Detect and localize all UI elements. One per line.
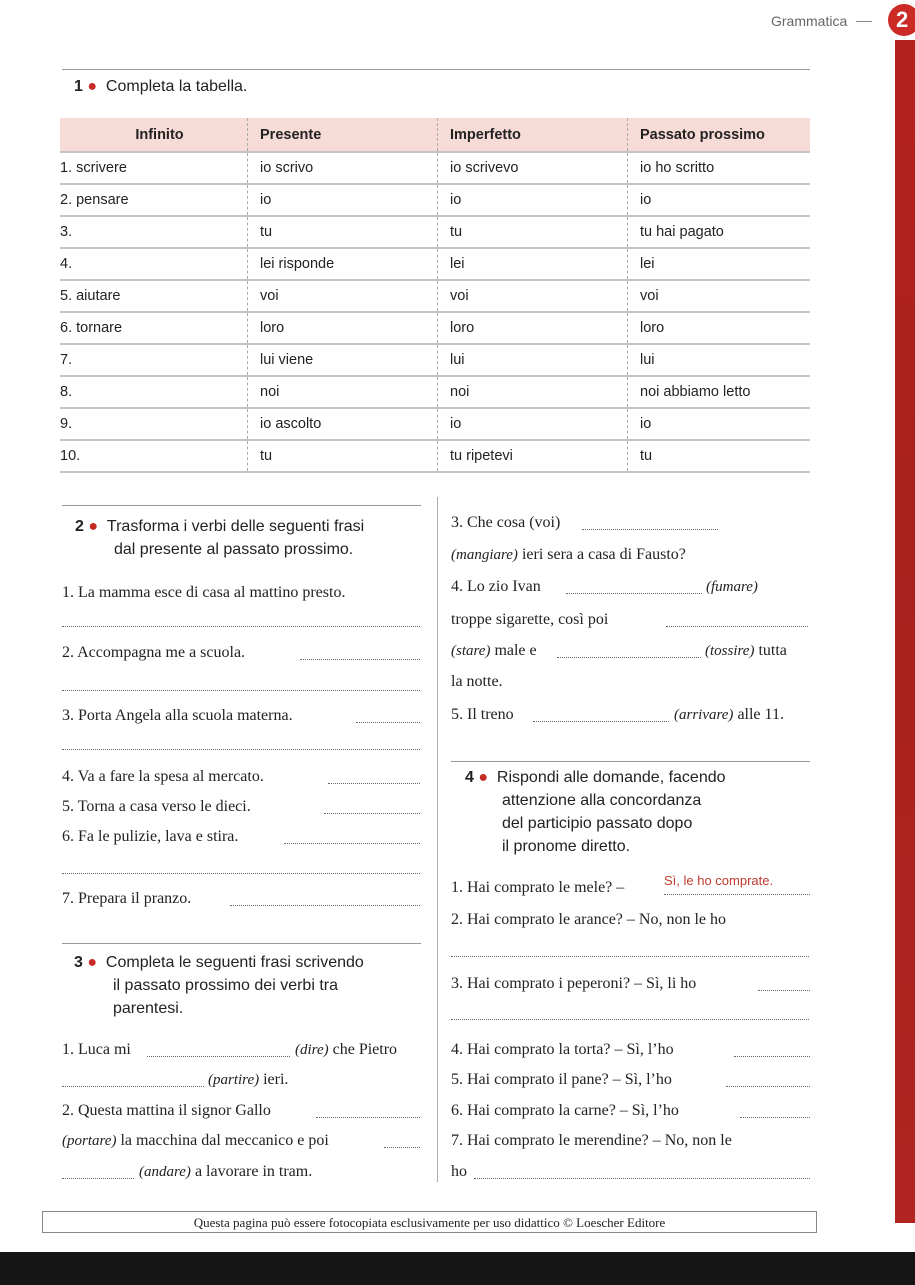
ex3-line	[62, 1131, 329, 1151]
verb-hint: (portare)	[62, 1133, 117, 1149]
bottom-bar	[0, 1252, 915, 1285]
ex3-line: 2. Questa mattina il signor Gallo	[62, 1102, 271, 1119]
cell: lei	[438, 248, 628, 280]
ex3-line	[705, 641, 787, 661]
answer-line[interactable]	[324, 813, 420, 814]
answer-line[interactable]	[758, 990, 810, 991]
page-number-badge: 2	[888, 4, 915, 36]
cell: 3.	[60, 216, 248, 248]
ex3-text: alle 11.	[737, 706, 784, 723]
verb-hint: (partire)	[208, 1072, 260, 1088]
cell: 7.	[60, 344, 248, 376]
verb-hint: (andare)	[139, 1164, 191, 1180]
bullet-icon: ●	[478, 769, 489, 786]
answer-line[interactable]	[451, 956, 809, 957]
answer-line[interactable]	[62, 626, 420, 627]
ex2-sentence: 3. Porta Angela alla scuola materna.	[62, 707, 293, 724]
ex4-question: 6. Hai comprato la carne? – Sì, l’ho	[451, 1102, 679, 1119]
ex3-text: tutta	[758, 642, 787, 659]
answer-line[interactable]	[284, 843, 420, 844]
table-row	[60, 248, 810, 280]
cell: lei	[628, 248, 811, 280]
cell: io	[628, 184, 811, 216]
ex3-line: 1. Luca mi	[62, 1041, 131, 1058]
ex3-line	[451, 641, 537, 661]
cell: lui	[438, 344, 628, 376]
ex3-line: la notte.	[451, 673, 503, 690]
ex3-text: male e	[494, 642, 537, 659]
cell: 10.	[60, 440, 248, 472]
cell: voi	[248, 280, 438, 312]
answer-line[interactable]	[557, 657, 701, 658]
ex3-text: ieri sera a casa di Fausto?	[521, 546, 686, 563]
cell: io scrivevo	[438, 152, 628, 184]
verb-hint: (fumare)	[706, 579, 758, 595]
cell: voi	[628, 280, 811, 312]
verb-hint: (stare)	[451, 643, 491, 659]
column-divider	[437, 497, 438, 1182]
ex3-line: 4. Lo zio Ivan	[451, 578, 541, 595]
cell: voi	[438, 280, 628, 312]
divider	[62, 505, 421, 506]
verb-hint: (arrivare)	[674, 707, 734, 723]
ex4-handwritten-answer: Sì, le ho comprate.	[664, 873, 774, 888]
answer-line[interactable]	[316, 1117, 420, 1118]
table-row	[60, 440, 810, 472]
ex4-title-line2: attenzione alla concordanza	[502, 792, 702, 809]
cell: tu	[248, 440, 438, 472]
divider	[62, 69, 810, 70]
ex3-line	[139, 1162, 312, 1182]
ex2-sentence: 4. Va a fare la spesa al mercato.	[62, 768, 264, 785]
ex4-question: ho	[451, 1163, 467, 1180]
answer-line[interactable]	[384, 1147, 420, 1148]
answer-line[interactable]	[726, 1086, 810, 1087]
conjugation-table	[60, 118, 810, 473]
ex4-question: 5. Hai comprato il pane? – Sì, l’ho	[451, 1071, 672, 1088]
ex4-number: 4	[465, 769, 474, 786]
ex4-question: 3. Hai comprato i peperoni? – Sì, li ho	[451, 975, 697, 992]
answer-line[interactable]	[666, 626, 808, 627]
ex2-heading	[75, 515, 420, 561]
ex1-title: Completa la tabella.	[105, 78, 248, 95]
ex3-text: ieri.	[263, 1071, 289, 1088]
ex2-sentence: 6. Fa le pulizie, lava e stira.	[62, 828, 239, 845]
divider	[451, 761, 810, 762]
table-row	[60, 184, 810, 216]
table-row	[60, 376, 810, 408]
ex2-title-line1: Trasforma i verbi delle seguenti frasi	[106, 518, 365, 535]
ex3-number: 3	[74, 954, 83, 971]
ex1-heading	[74, 75, 247, 98]
cell: lei risponde	[248, 248, 438, 280]
table-row	[60, 152, 810, 184]
cell: 4.	[60, 248, 248, 280]
cell: 1. scrivere	[60, 152, 248, 184]
ex2-sentence: 2. Accompagna me a scuola.	[62, 644, 246, 661]
ex3-line: troppe sigarette, così poi	[451, 611, 609, 628]
cell: tu	[438, 216, 628, 248]
section-title: Grammatica	[771, 13, 848, 29]
cell: 8.	[60, 376, 248, 408]
answer-line[interactable]	[328, 783, 420, 784]
ex3-line	[674, 705, 784, 725]
cell: 9.	[60, 408, 248, 440]
table-row	[60, 280, 810, 312]
col-header: Infinito	[60, 118, 248, 152]
verb-hint: (mangiare)	[451, 547, 518, 563]
ex4-question: 1. Hai comprato le mele? –	[451, 879, 625, 896]
verb-hint: (tossire)	[705, 643, 755, 659]
bullet-icon: ●	[87, 78, 98, 95]
cell: loro	[438, 312, 628, 344]
divider	[62, 943, 421, 944]
cell: tu	[628, 440, 811, 472]
answer-line[interactable]	[474, 1178, 810, 1179]
cell: tu ripetevi	[438, 440, 628, 472]
ex4-title-line3: del participio passato dopo	[502, 815, 693, 832]
cell: noi	[248, 376, 438, 408]
answer-line[interactable]	[664, 894, 810, 895]
ex3-text: che Pietro	[332, 1041, 398, 1058]
ex3-line: 3. Che cosa (voi)	[451, 514, 561, 531]
ex3-title-line2: il passato prossimo dei verbi tra	[113, 977, 338, 994]
cell: io ascolto	[248, 408, 438, 440]
bullet-icon: ●	[87, 954, 98, 971]
ex3-line	[451, 545, 686, 565]
ex2-sentence: 5. Torna a casa verso le dieci.	[62, 798, 251, 815]
col-header: Presente	[248, 118, 438, 152]
ex4-question: 7. Hai comprato le merendine? – No, non le	[451, 1132, 732, 1149]
cell: loro	[248, 312, 438, 344]
answer-line[interactable]	[62, 873, 420, 874]
answer-line[interactable]	[734, 1056, 810, 1057]
header-divider	[856, 21, 872, 22]
table-row	[60, 344, 810, 376]
ex4-title-line1: Rispondi alle domande, facendo	[496, 769, 726, 786]
answer-line[interactable]	[62, 1178, 134, 1179]
table-row	[60, 312, 810, 344]
answer-line[interactable]	[582, 529, 718, 530]
cell: loro	[628, 312, 811, 344]
col-header: Passato prossimo	[628, 118, 811, 152]
cell: io	[438, 408, 628, 440]
answer-line[interactable]	[740, 1117, 810, 1118]
cell: noi abbiamo letto	[628, 376, 811, 408]
cell: 5. aiutare	[60, 280, 248, 312]
verb-hint: (dire)	[295, 1042, 329, 1058]
answer-line[interactable]	[62, 749, 420, 750]
ex4-question: 2. Hai comprato le arance? – No, non le ho	[451, 911, 727, 928]
page-edge-band	[895, 40, 915, 1223]
answer-line[interactable]	[300, 659, 420, 660]
answer-line[interactable]	[62, 690, 420, 691]
ex3-title-line1: Completa le seguenti frasi scrivendo	[105, 954, 364, 971]
answer-line[interactable]	[62, 1086, 204, 1087]
ex2-sentence: 1. La mamma esce di casa al mattino presto.	[62, 584, 346, 601]
ex4-heading	[465, 766, 810, 858]
ex2-title-line2: dal presente al passato prossimo.	[114, 541, 354, 558]
ex3-title-line3: parentesi.	[113, 1000, 184, 1017]
ex1-number: 1	[74, 78, 83, 95]
col-header: Imperfetto	[438, 118, 628, 152]
answer-line[interactable]	[230, 905, 420, 906]
bullet-icon: ●	[88, 518, 99, 535]
ex2-sentence: 7. Prepara il pranzo.	[62, 890, 192, 907]
table-row	[60, 408, 810, 440]
table-row	[60, 216, 810, 248]
ex3-text: a lavorare in tram.	[194, 1163, 313, 1180]
copyright-notice: Questa pagina può essere fotocopiata esclusivamente per uso didattico © Loescher Editore	[42, 1211, 817, 1233]
ex3-line: 5. Il treno	[451, 706, 514, 723]
answer-line[interactable]	[533, 721, 669, 722]
cell: tu hai pagato	[628, 216, 811, 248]
cell: lui viene	[248, 344, 438, 376]
answer-line[interactable]	[451, 1019, 809, 1020]
answer-line[interactable]	[147, 1056, 290, 1057]
ex3-text: la macchina dal meccanico e poi	[120, 1132, 329, 1149]
ex3-heading	[74, 951, 419, 1020]
cell: io ho scritto	[628, 152, 811, 184]
cell: 2. pensare	[60, 184, 248, 216]
ex3-line	[208, 1070, 288, 1090]
ex2-number: 2	[75, 518, 84, 535]
answer-line[interactable]	[566, 593, 702, 594]
cell: tu	[248, 216, 438, 248]
ex4-title-line4: il pronome diretto.	[502, 838, 631, 855]
cell: io scrivo	[248, 152, 438, 184]
cell: lui	[628, 344, 811, 376]
ex4-question: 4. Hai comprato la torta? – Sì, l’ho	[451, 1041, 674, 1058]
table-header-row	[60, 118, 810, 152]
cell: noi	[438, 376, 628, 408]
cell: io	[248, 184, 438, 216]
ex3-line	[295, 1040, 397, 1060]
answer-line[interactable]	[356, 722, 420, 723]
cell: io	[628, 408, 811, 440]
cell: io	[438, 184, 628, 216]
cell: 6. tornare	[60, 312, 248, 344]
